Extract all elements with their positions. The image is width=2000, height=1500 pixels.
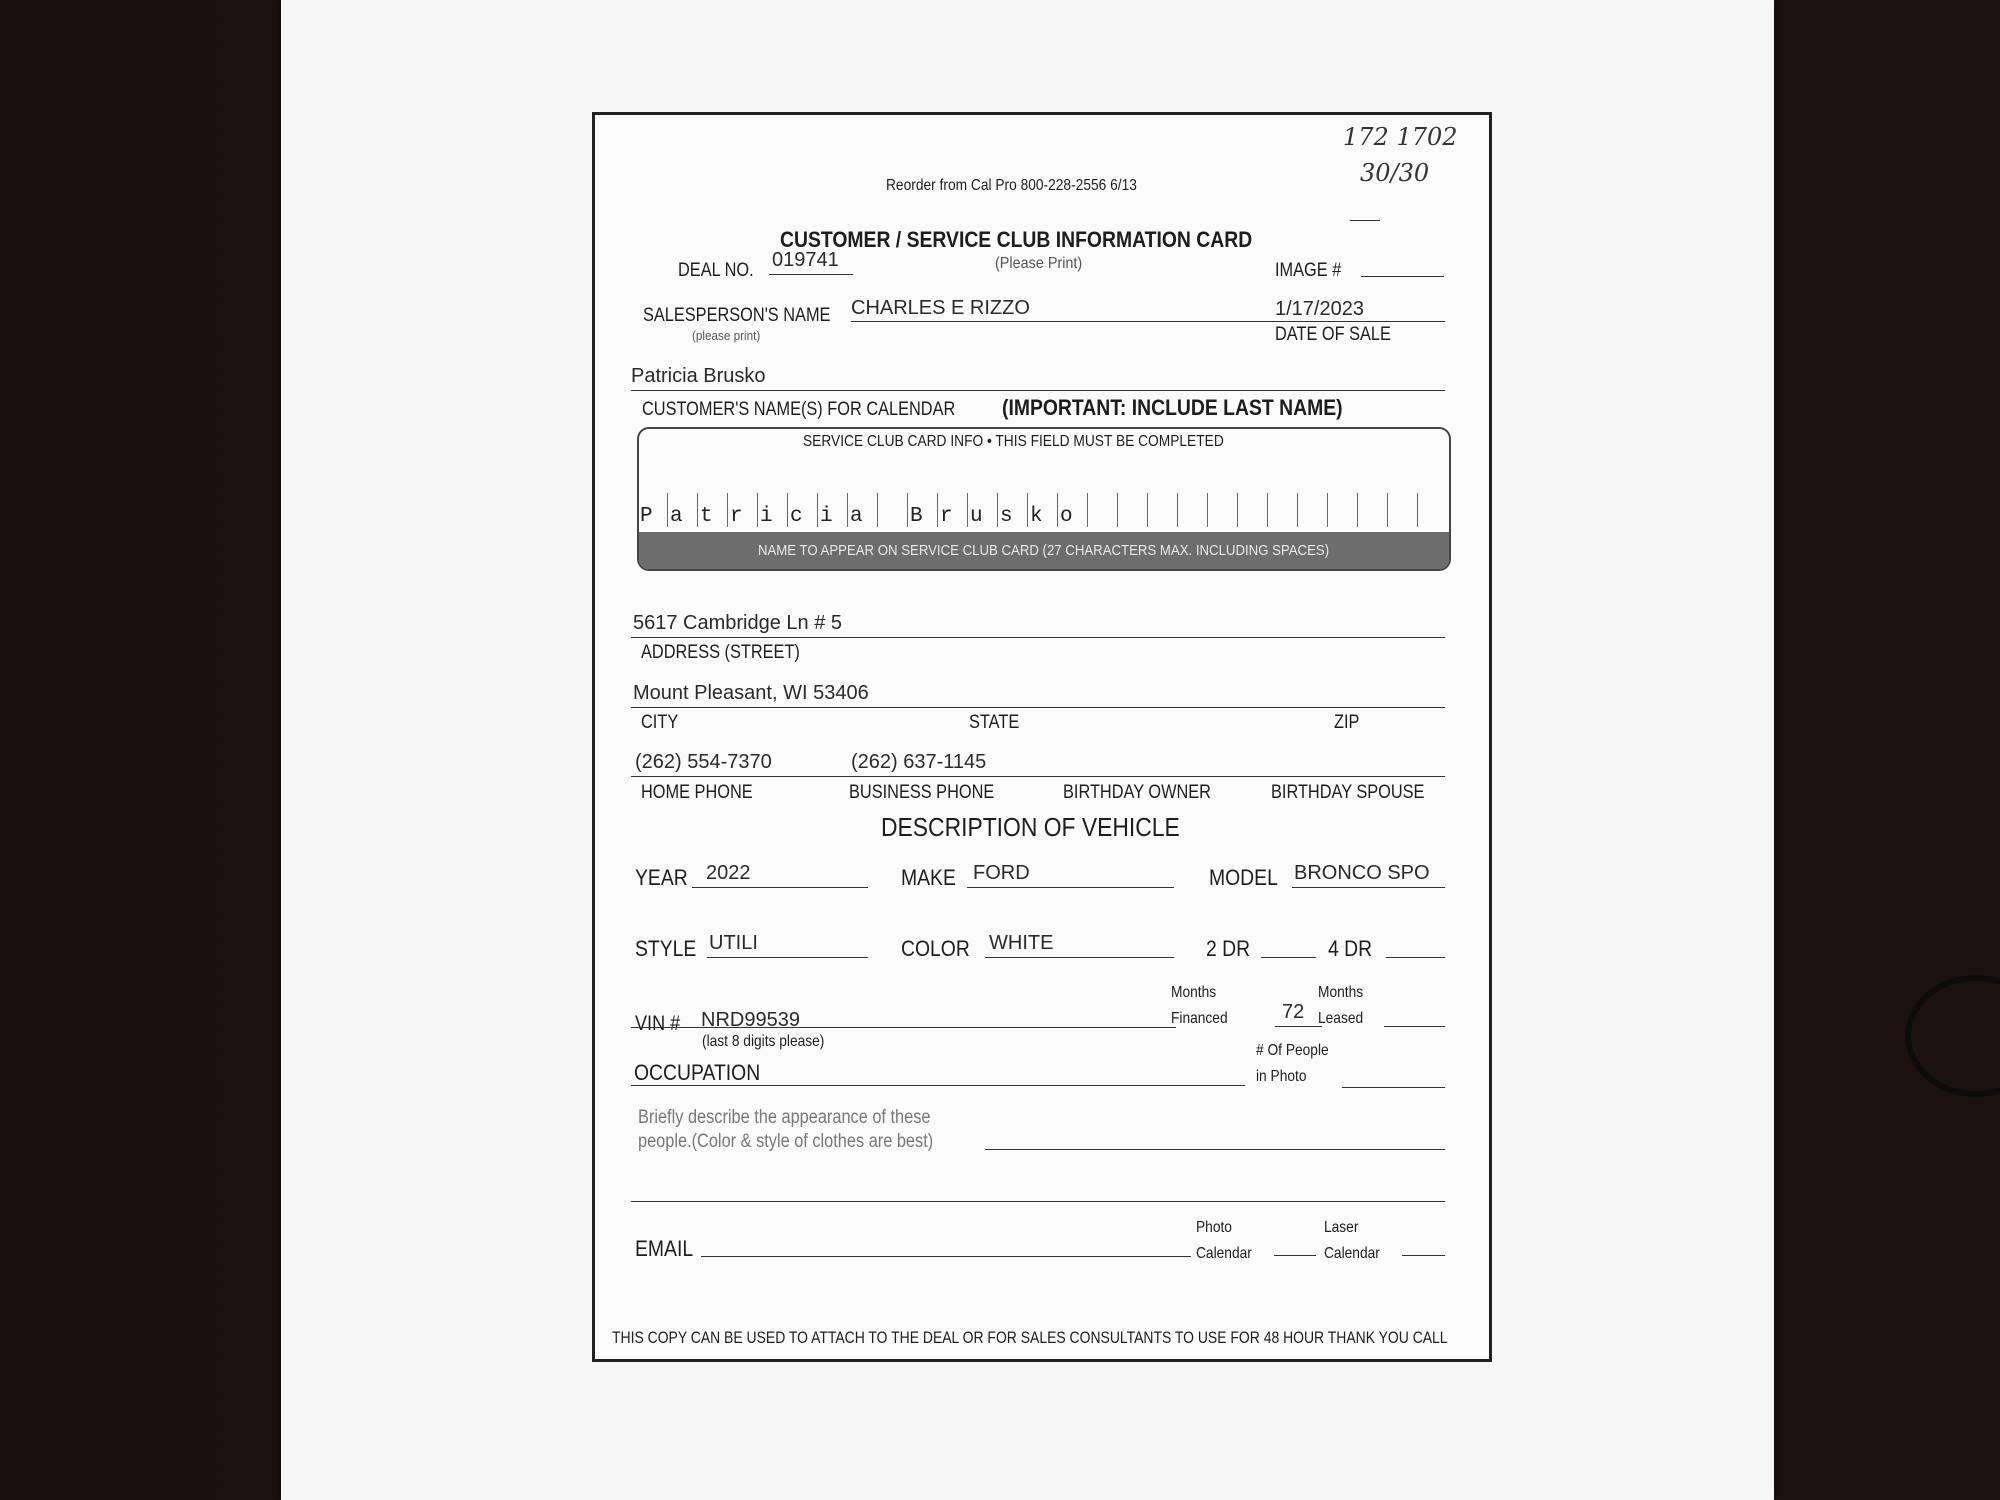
two-door-label: 2 DR <box>1206 936 1251 961</box>
service-club-char-row <box>639 493 1449 531</box>
char-divider <box>847 493 848 527</box>
state-label: STATE <box>969 712 1020 733</box>
zip-label: ZIP <box>1334 712 1360 733</box>
city-line <box>631 707 1445 708</box>
service-club-char: u <box>970 505 983 528</box>
address-value: 5617 Cambridge Ln # 5 <box>633 612 843 634</box>
deal-no-line <box>769 274 853 275</box>
handwritten-dash <box>1350 220 1380 221</box>
char-divider <box>787 493 788 527</box>
address-label: ADDRESS (STREET) <box>641 642 800 663</box>
describe-label-1: Briefly describe the appearance of these <box>638 1107 931 1128</box>
deal-no-label: DEAL NO. <box>678 260 754 281</box>
people-in-photo-label-bottom: in Photo <box>1256 1068 1307 1085</box>
service-club-char: r <box>730 505 743 528</box>
char-divider <box>967 493 968 527</box>
year-label: YEAR <box>635 865 688 890</box>
image-line <box>1361 276 1444 277</box>
char-divider <box>667 493 668 527</box>
model-value: BRONCO SPO <box>1294 862 1430 884</box>
describe-line-1 <box>985 1149 1445 1150</box>
char-divider <box>1177 493 1178 527</box>
home-phone-value: (262) 554-7370 <box>635 751 772 773</box>
months-leased-line <box>1384 1026 1445 1027</box>
service-club-char: a <box>850 505 863 528</box>
style-line <box>707 957 868 958</box>
four-door-line <box>1386 957 1445 958</box>
birthday-owner-label: BIRTHDAY OWNER <box>1063 782 1211 803</box>
email-line <box>701 1256 1191 1257</box>
char-divider <box>1267 493 1268 527</box>
service-club-char: i <box>820 505 833 528</box>
char-divider <box>1357 493 1358 527</box>
vin-label: VIN # <box>635 1012 681 1035</box>
service-club-band-text: NAME TO APPEAR ON SERVICE CLUB CARD (27 CHARACTERS MAX. INCLUDING SPACES) <box>758 542 1330 559</box>
char-divider <box>1417 493 1418 527</box>
char-divider <box>1207 493 1208 527</box>
photo-calendar-label-top: Photo <box>1196 1219 1232 1236</box>
date-of-sale-value: 1/17/2023 <box>1275 298 1364 320</box>
laser-calendar-line <box>1402 1255 1445 1256</box>
laser-calendar-label-bottom: Calendar <box>1324 1245 1380 1262</box>
business-phone-label: BUSINESS PHONE <box>849 782 995 803</box>
laser-calendar-label-top: Laser <box>1324 1219 1359 1236</box>
phone-line <box>631 776 1445 777</box>
address-line <box>631 637 1445 638</box>
service-club-char: B <box>910 505 923 528</box>
service-club-char: t <box>700 505 713 528</box>
char-divider <box>1057 493 1058 527</box>
service-club-char: s <box>1000 505 1013 528</box>
char-divider <box>1027 493 1028 527</box>
vin-sub: (last 8 digits please) <box>702 1033 825 1050</box>
style-label: STYLE <box>635 936 697 961</box>
describe-line-2 <box>631 1201 1445 1202</box>
people-in-photo-label-top: # Of People <box>1256 1042 1329 1059</box>
service-club-char: P <box>640 505 653 528</box>
char-divider <box>817 493 818 527</box>
char-divider <box>1327 493 1328 527</box>
city-state-zip-value: Mount Pleasant, WI 53406 <box>633 682 869 704</box>
occupation-line <box>631 1085 1245 1086</box>
months-financed-line <box>1275 1026 1322 1027</box>
two-door-line <box>1261 957 1316 958</box>
char-divider <box>727 493 728 527</box>
four-door-label: 4 DR <box>1328 936 1373 961</box>
service-club-char: c <box>790 505 803 528</box>
char-divider <box>1297 493 1298 527</box>
handwritten-number: 172 1702 <box>1343 123 1458 151</box>
months-financed-label-bottom: Financed <box>1171 1010 1228 1027</box>
model-line <box>1292 887 1445 888</box>
year-value: 2022 <box>706 862 751 884</box>
char-divider <box>1387 493 1388 527</box>
describe-label-2: people.(Color & style of clothes are best) <box>638 1131 934 1152</box>
handwritten-fraction: 30/30 <box>1360 159 1430 187</box>
months-financed-label-top: Months <box>1171 984 1217 1001</box>
salesperson-line <box>851 321 1445 322</box>
customer-name-line <box>631 390 1445 391</box>
service-club-header: SERVICE CLUB CARD INFO • THIS FIELD MUST BE COMPLETED <box>803 433 1224 450</box>
char-divider <box>907 493 908 527</box>
char-divider <box>877 493 878 527</box>
char-divider <box>997 493 998 527</box>
months-financed-value: 72 <box>1282 1001 1305 1023</box>
city-label: CITY <box>641 712 679 733</box>
char-divider <box>937 493 938 527</box>
business-phone-value: (262) 637-1145 <box>851 751 987 773</box>
customer-name-value: Patricia Brusko <box>631 365 766 387</box>
char-divider <box>757 493 758 527</box>
char-divider <box>1117 493 1118 527</box>
months-leased-label-top: Months <box>1318 984 1364 1001</box>
service-club-card <box>592 112 1492 1362</box>
color-value: WHITE <box>989 932 1054 954</box>
vehicle-heading: DESCRIPTION OF VEHICLE <box>881 812 1180 842</box>
cable-loop <box>1905 975 2000 1097</box>
please-print-note: (Please Print) <box>995 255 1083 272</box>
service-club-char: k <box>1030 505 1043 528</box>
salesperson-sub: (please print) <box>692 328 761 343</box>
salesperson-label: SALESPERSON'S NAME <box>643 305 831 326</box>
style-value: UTILI <box>709 932 758 954</box>
make-value: FORD <box>973 862 1030 884</box>
char-divider <box>1147 493 1148 527</box>
color-line <box>985 957 1174 958</box>
months-leased-label-bottom: Leased <box>1318 1010 1364 1027</box>
photo-calendar-line <box>1274 1255 1316 1256</box>
model-label: MODEL <box>1209 865 1278 890</box>
service-club-char: o <box>1060 505 1073 528</box>
date-of-sale-label: DATE OF SALE <box>1275 324 1391 345</box>
footer-note: THIS COPY CAN BE USED TO ATTACH TO THE DEAL OR FOR SALES CONSULTANTS TO USE FOR 48 HOUR THANK YOU CALL <box>612 1328 1448 1347</box>
email-label: EMAIL <box>635 1236 694 1261</box>
important-note: (IMPORTANT: INCLUDE LAST NAME) <box>1002 395 1343 420</box>
reorder-note: Reorder from Cal Pro 800-228-2556 6/13 <box>886 177 1137 194</box>
form-title: CUSTOMER / SERVICE CLUB INFORMATION CARD <box>780 227 1253 252</box>
deal-no-value: 019741 <box>772 249 839 271</box>
char-divider <box>1237 493 1238 527</box>
service-club-char: i <box>760 505 773 528</box>
vin-line <box>631 1027 1176 1028</box>
service-club-char: a <box>670 505 683 528</box>
customer-name-label: CUSTOMER'S NAME(S) FOR CALENDAR <box>642 399 956 420</box>
salesperson-value: CHARLES E RIZZO <box>851 297 1030 319</box>
birthday-spouse-label: BIRTHDAY SPOUSE <box>1271 782 1425 803</box>
service-club-band <box>639 532 1449 569</box>
service-club-box <box>637 427 1451 571</box>
color-label: COLOR <box>901 936 970 961</box>
image-label: IMAGE # <box>1275 260 1342 281</box>
service-club-char: r <box>940 505 953 528</box>
occupation-label: OCCUPATION <box>634 1060 761 1085</box>
char-divider <box>697 493 698 527</box>
year-line <box>692 887 868 888</box>
char-divider <box>1087 493 1088 527</box>
home-phone-label: HOME PHONE <box>641 782 753 803</box>
vin-value: NRD99539 <box>701 1009 800 1031</box>
people-in-photo-line <box>1342 1087 1445 1088</box>
make-label: MAKE <box>901 865 956 890</box>
photo-calendar-label-bottom: Calendar <box>1196 1245 1252 1262</box>
make-line <box>967 887 1174 888</box>
